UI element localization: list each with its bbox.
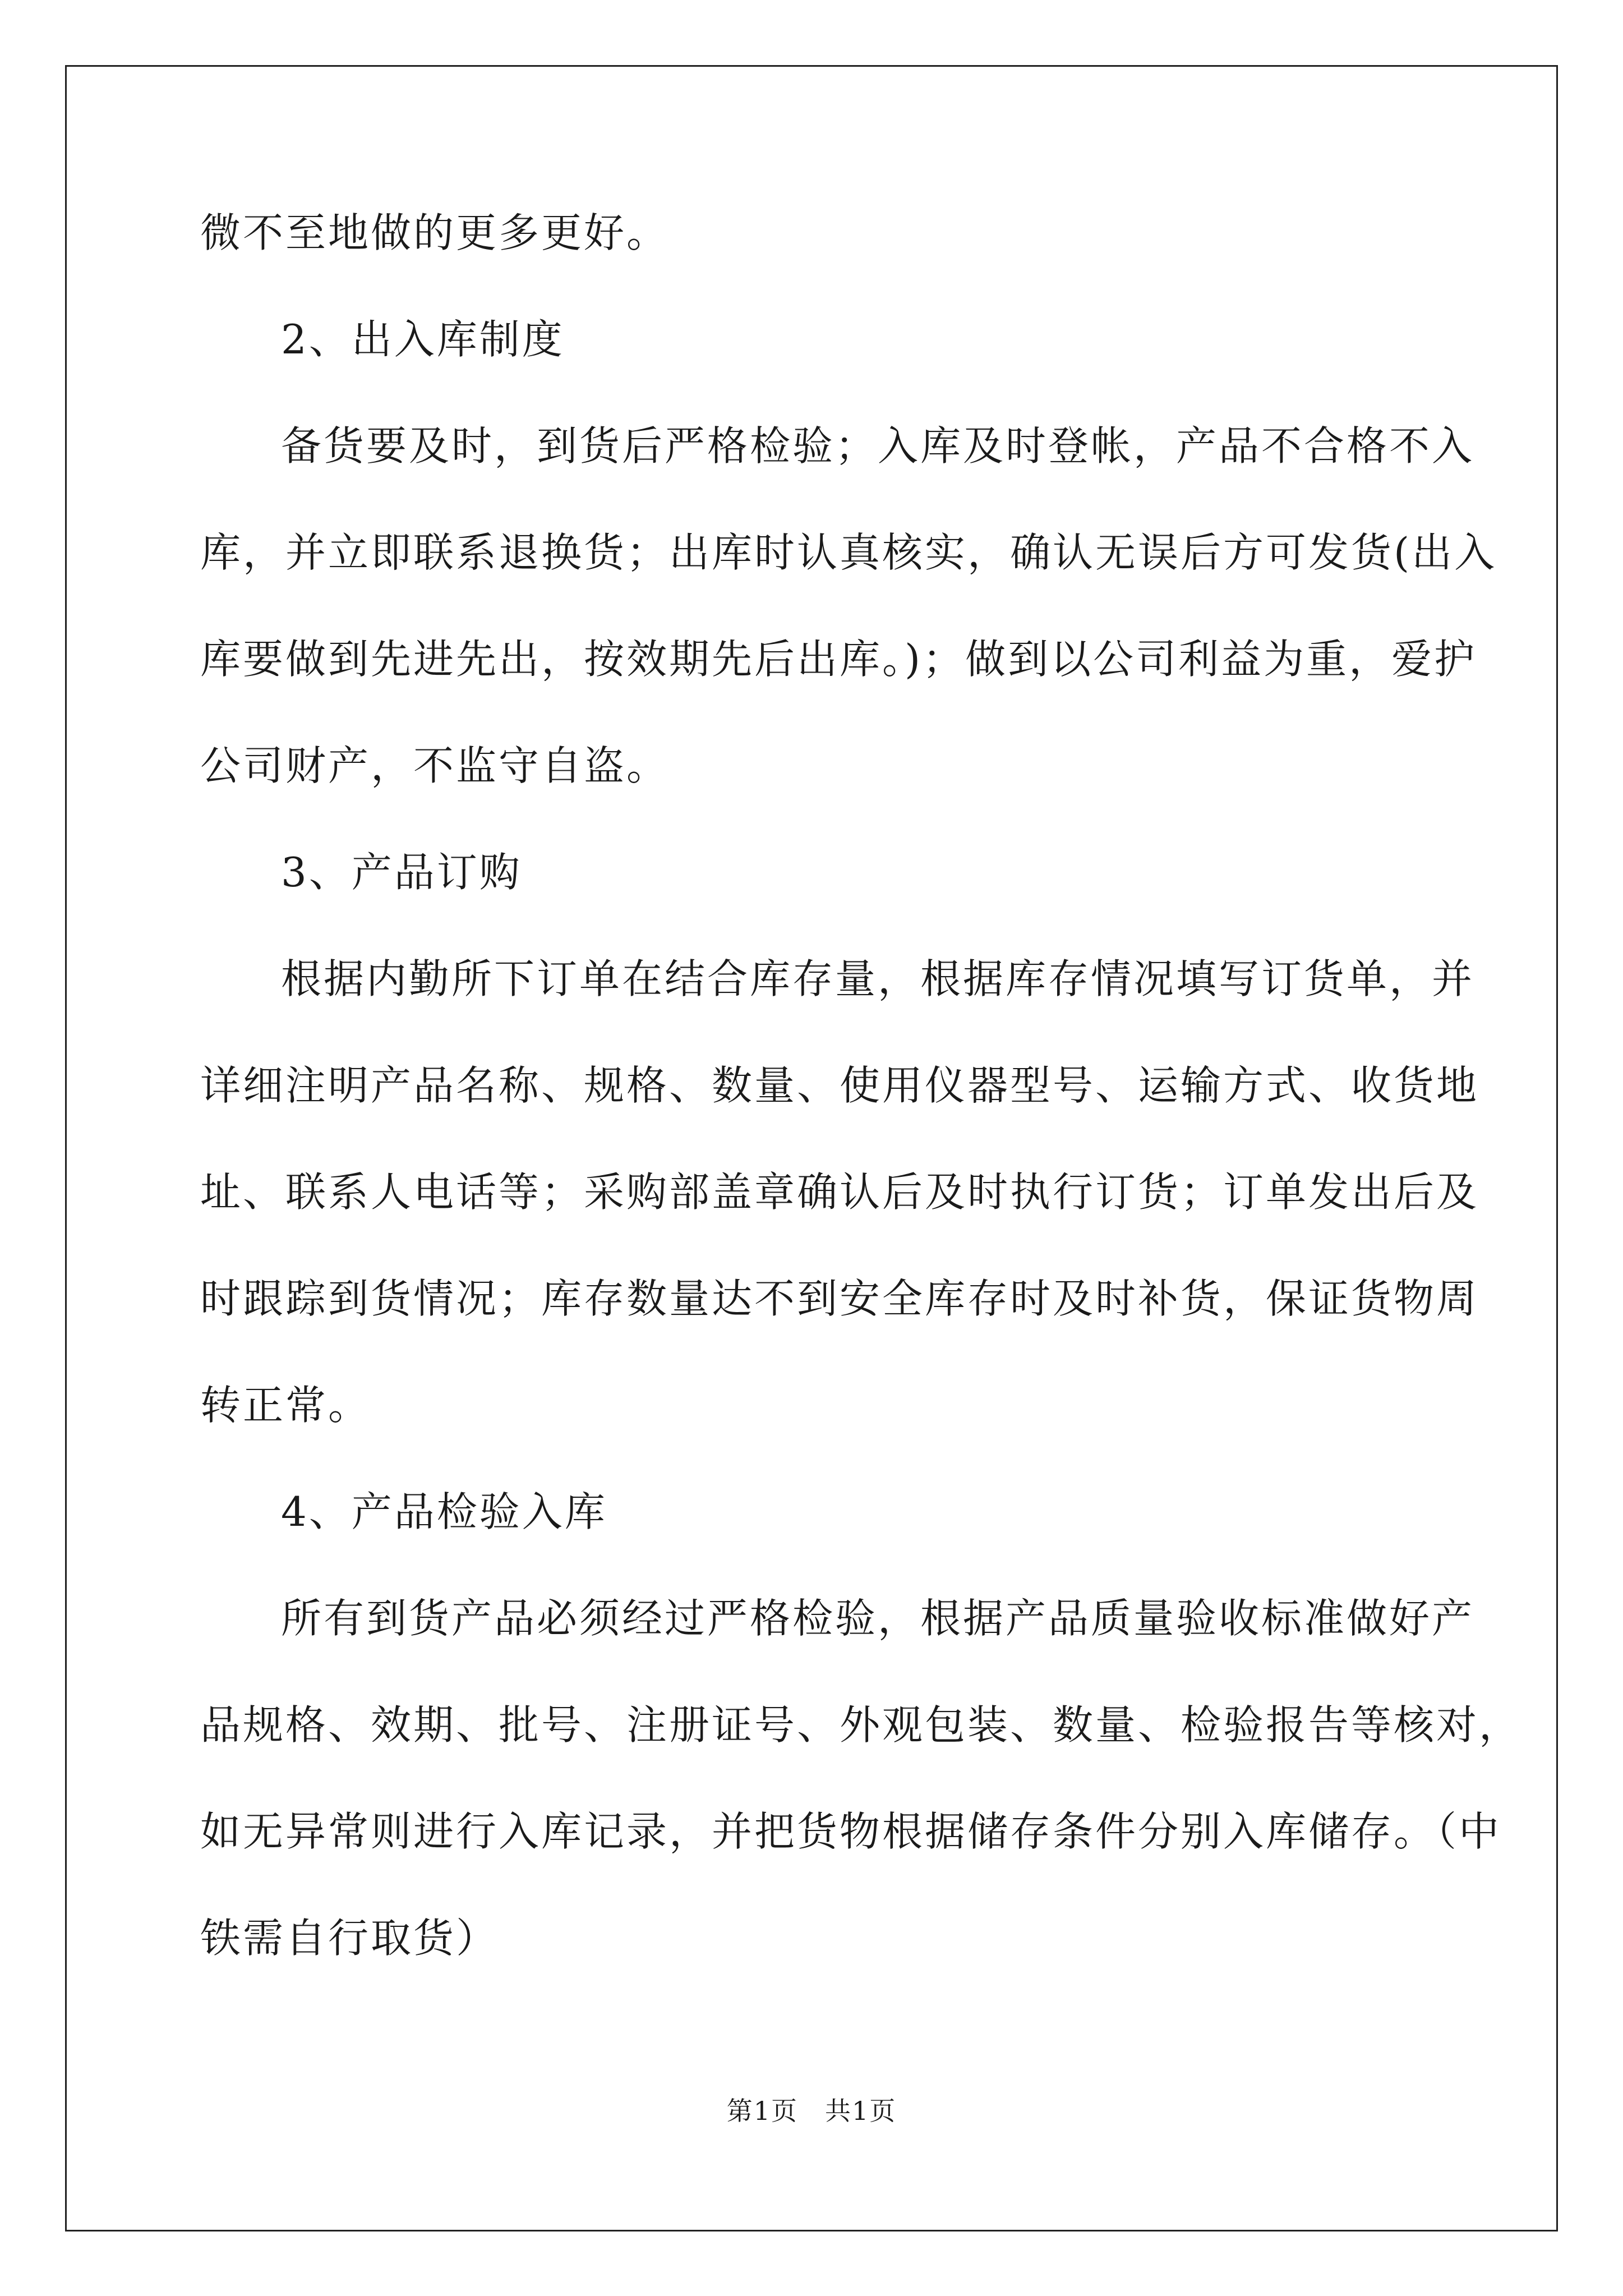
paragraph-line: 如无异常则进行入库记录，并把货物根据储存条件分别入库储存。（中 bbox=[200, 1808, 1502, 1855]
paragraph-line: 备货要及时，到货后严格检验；入库及时登帐，产品不合格不入 bbox=[281, 422, 1475, 470]
paragraph-line: 转正常。 bbox=[200, 1382, 371, 1429]
paragraph-line: 品规格、效期、批号、注册证号、外观包装、数量、检验报告等核对， bbox=[200, 1701, 1522, 1749]
section-heading: 2、出入库制度 bbox=[281, 316, 565, 363]
paragraph-line: 库，并立即联系退换货；出库时认真核实，确认无误后方可发货(出入 bbox=[200, 529, 1497, 576]
paragraph-line: 公司财产，不监守自盗。 bbox=[200, 742, 670, 789]
paragraph-line: 址、联系人电话等；采购部盖章确认后及时执行订货；订单发出后及 bbox=[200, 1168, 1479, 1216]
section-heading: 4、产品检验入库 bbox=[281, 1488, 607, 1535]
page-border bbox=[65, 65, 1558, 2231]
page-number: 第1页 共1页 bbox=[726, 2096, 897, 2126]
paragraph-line: 微不至地做的更多更好。 bbox=[200, 209, 670, 256]
paragraph-line: 根据内勤所下订单在结合库存量，根据库存情况填写订货单，并 bbox=[281, 955, 1475, 1002]
paragraph-line: 详细注明产品名称、规格、数量、使用仪器型号、运输方式、收货地 bbox=[200, 1062, 1479, 1109]
paragraph-line: 铁需自行取货） bbox=[200, 1915, 499, 1962]
section-heading: 3、产品订购 bbox=[281, 849, 522, 896]
paragraph-line: 库要做到先进先出，按效期先后出库。)；做到以公司利益为重，爱护 bbox=[200, 636, 1477, 683]
paragraph-line: 所有到货产品必须经过严格检验，根据产品质量验收标准做好产 bbox=[281, 1595, 1475, 1642]
paragraph-line: 时跟踪到货情况；库存数量达不到安全库存时及时补货，保证货物周 bbox=[200, 1275, 1479, 1322]
